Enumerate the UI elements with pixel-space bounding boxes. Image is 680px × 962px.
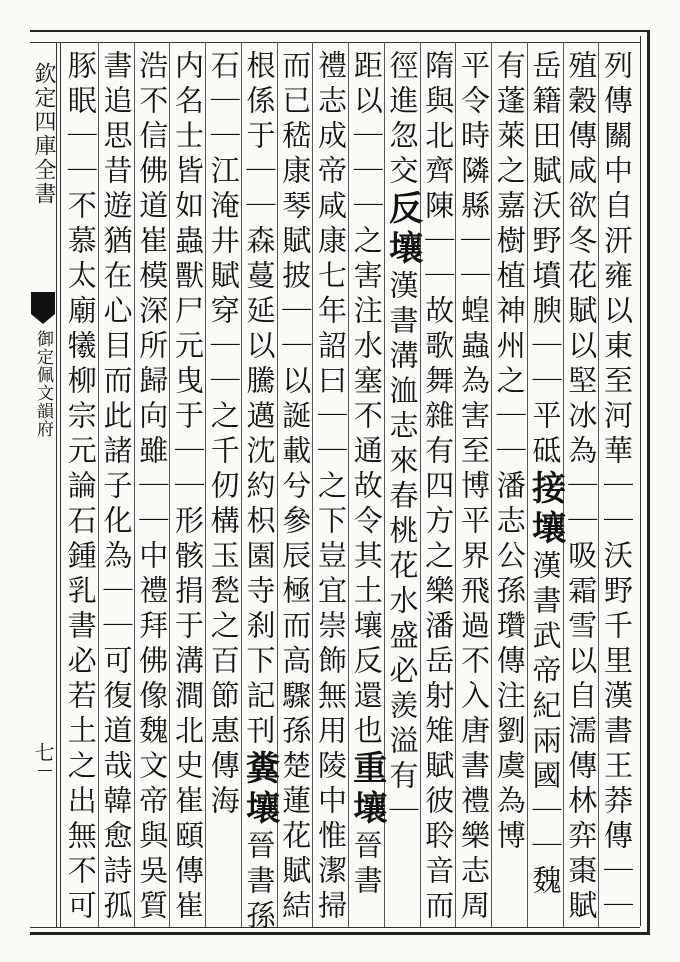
book-title: 欽定四庫全書 [31, 62, 56, 206]
column-rule [491, 42, 492, 927]
headword: 接壤 [525, 470, 566, 550]
text-column [420, 50, 456, 925]
text-column [62, 50, 98, 925]
page-number: 七 [31, 742, 55, 762]
text-column [169, 50, 205, 925]
text-column [277, 50, 313, 925]
column-rule [598, 42, 599, 927]
column-text: 殖穀傳咸欲冬花賦以堅冰為｜｜吸霜雪以自濡傳林弈棗賦 [564, 50, 599, 925]
text-column [312, 50, 348, 925]
column-text: 志公孫瓚傳注劉虞為博 [492, 505, 527, 855]
text-column [382, 50, 423, 920]
column-text: 岳籍田賦沃野墳腴｜｜平砥 [528, 50, 563, 470]
text-column [205, 50, 241, 920]
column-text: 徑進忽交 [385, 50, 420, 190]
column-rule [527, 42, 528, 927]
text-column [455, 50, 491, 925]
text-column [98, 50, 134, 925]
column-text: 石｜｜江淹井賦穿｜｜之千仞構玉甃之百節 [206, 50, 241, 715]
column-text: 漢書武帝紀兩國｜｜魏 [528, 550, 563, 900]
column-text: 豚眠｜｜不慕太廟犧柳宗元論石鍾乳書必若土之出無不可 [63, 50, 98, 925]
margin-rule [60, 42, 61, 927]
text-column [525, 50, 566, 920]
text-column [563, 50, 599, 925]
column-rule [169, 42, 170, 927]
column-text: 根係于｜｜森蔓延以騰邁沈約枳園寺刹下記刊 [242, 50, 277, 750]
column-text: 隋與北齊陳｜｜故歌舞雜有四方之樂潘岳射雉賦彼聆音而 [421, 50, 456, 925]
column-text: 書追思昔遊猶在心目而此諸子化為｜｜可復道哉韓愈詩孤 [99, 50, 134, 925]
column-rule [98, 42, 99, 927]
text-column [598, 50, 634, 925]
column-rule [205, 42, 206, 927]
column-rule [348, 42, 349, 927]
frame-rule-right [640, 36, 641, 926]
headword: 糞壤 [239, 750, 280, 830]
column-text: 内名士皆如蟲獸尸元曳于｜｜形骸捐于溝澗北史崔頤傳崔 [171, 50, 205, 925]
text-column [491, 50, 527, 920]
fishtail-mark-icon [31, 292, 55, 314]
headword: 重壤 [346, 750, 387, 830]
column-text: 禮志成帝咸康七年詔曰｜｜之下豈宜崇飾無用陵中惟潔掃 [314, 50, 348, 925]
column-text: 而已嵇康琴賦披｜｜以誕載兮參辰極而高驟孫楚蓮花賦結 [278, 50, 313, 925]
text-column [134, 50, 170, 925]
column-text: 漢書溝洫志來春桃花水盛必羨溢有｜ [385, 270, 420, 830]
text-column [346, 50, 387, 920]
frame-rule-top [30, 42, 640, 43]
sub-title: 御定佩文韻府 [33, 330, 53, 438]
column-text: 列傳關中自汧雍以東至河華｜｜沃野千里漢書王莽傳｜｜ [600, 50, 634, 925]
column-text: 惠傳海 [206, 715, 241, 820]
column-rule [134, 42, 135, 927]
column-text: 有蓬萊之嘉樹植神州之｜｜潘 [492, 50, 527, 505]
column-text: 浩不信佛道崔模深所歸向雖｜｜中禮拜佛像魏文帝與吳質 [135, 50, 170, 925]
text-column [239, 50, 280, 935]
column-rule [241, 42, 242, 927]
column-text: 晉書孫 [242, 830, 277, 935]
frame-rule-bottom [30, 927, 640, 928]
margin-dash [38, 770, 52, 771]
column-text: 平令時隣縣｜｜蝗蟲為害至博平界飛過不入唐書禮樂志周 [457, 50, 491, 925]
headword: 反壤 [382, 190, 423, 270]
column-text: 距以｜｜｜之害注水塞不通故令其土壤反還也 [349, 50, 384, 750]
column-rule [455, 42, 456, 927]
column-text: 晉書 [349, 830, 384, 900]
column-rule [312, 42, 313, 927]
